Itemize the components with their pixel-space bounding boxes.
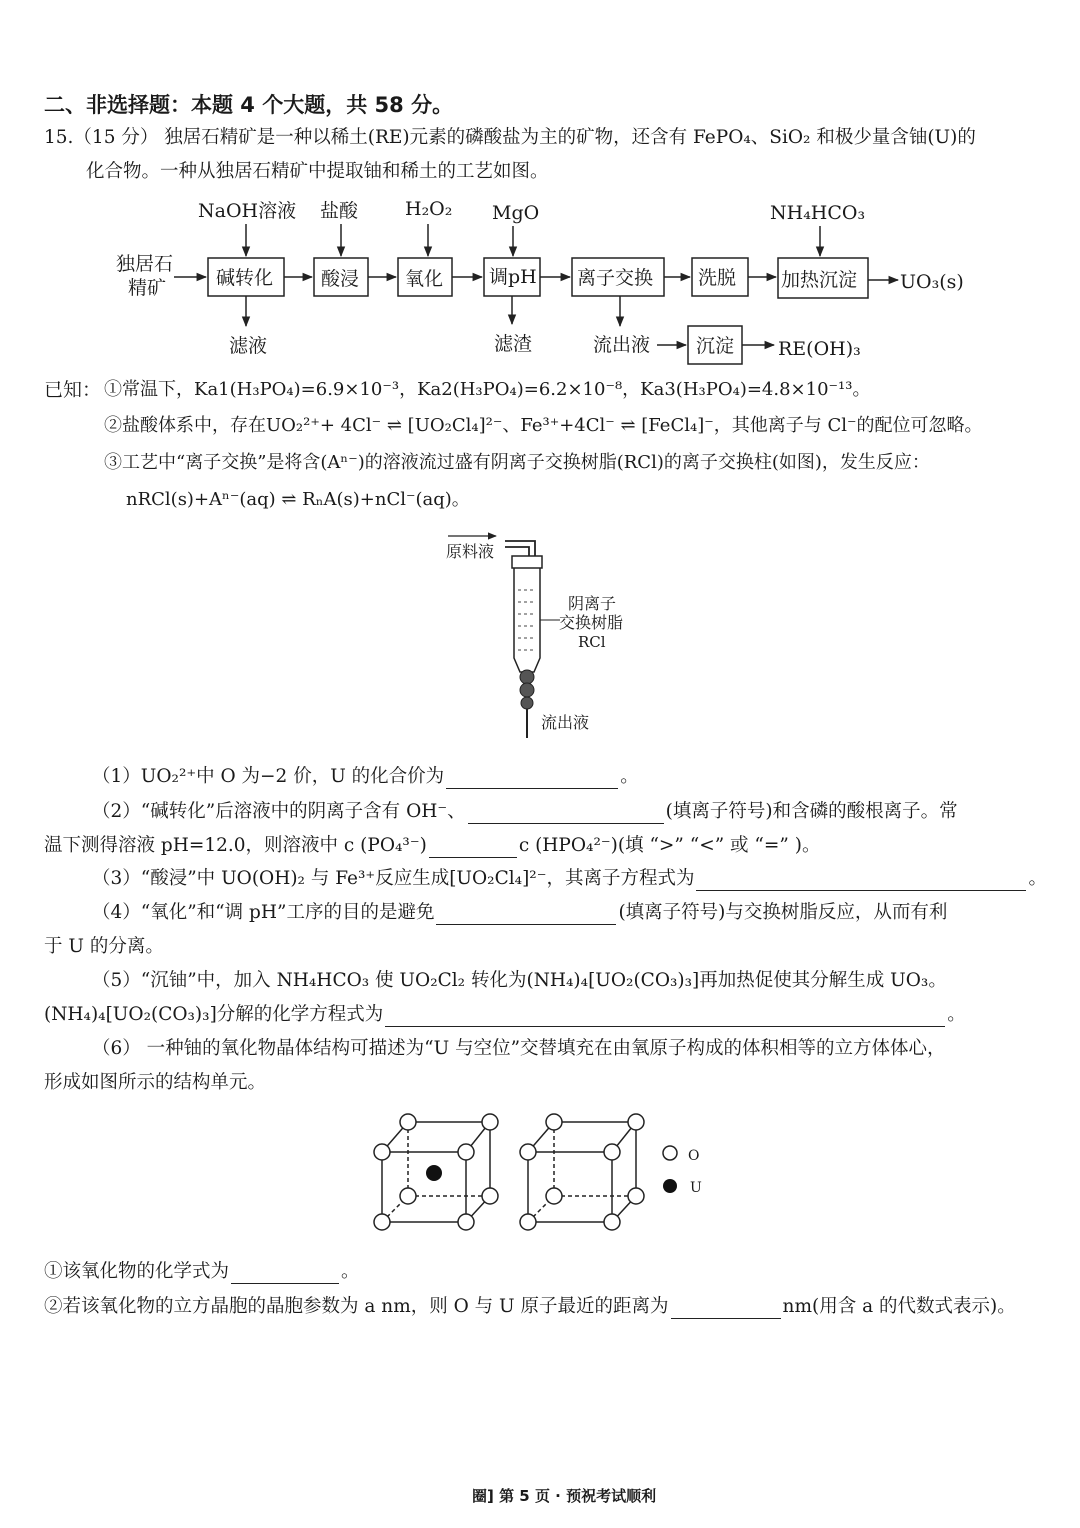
- resin-label-3: RCl: [578, 633, 606, 651]
- step-ion-exchange: 离子交换: [577, 267, 654, 289]
- output-effluent: 流出液: [593, 334, 651, 356]
- subq-5-line1: （5）“沉铀”中，加入 NH₄HCO₃ 使 UO₂Cl₂ 转化为(NH₄)₄[UO₂(CO₃)₃]再加热促使其分解生成 UO₃。: [92, 970, 947, 991]
- step-precipitate: 沉淀: [696, 335, 735, 357]
- column-effluent-label: 流出液: [541, 713, 590, 732]
- reagent-mgo: MgO: [492, 202, 540, 224]
- reagent-h2o2: H₂O₂: [405, 198, 453, 220]
- question-intro-line2: 化合物。一种从独居石精矿中提取铀和稀土的工艺如图。: [86, 161, 549, 182]
- legend-o-symbol: [663, 1146, 677, 1160]
- answer-blank-6a[interactable]: [231, 1265, 339, 1284]
- reagent-nh4hco3: NH₄HCO₃: [770, 202, 866, 224]
- product-re-oh3: RE(OH)₃: [778, 338, 861, 360]
- subq-3-text: （3）“酸浸”中 UO(OH)₂ 与 Fe³⁺反应生成[UO₂Cl₄]²⁻，其离子方程式为: [92, 868, 695, 889]
- feed-label-1: 独居石: [116, 253, 174, 275]
- known-item-2: ②盐酸体系中，存在UO₂²⁺+ 4Cl⁻ ⇌ [UO₂Cl₄]²⁻、Fe³⁺+4Cl⁻ ⇌ [FeCl₄]⁻，其他离子与 Cl⁻的配位可忽略。: [104, 415, 983, 436]
- subq-2-text-c: 温下测得溶液 pH=12.0，则溶液中 c (PO₄³⁻): [44, 835, 427, 856]
- step-oxidation: 氧化: [405, 268, 444, 290]
- known-item-3-equation: nRCl(s)+Aⁿ⁻(aq) ⇌ RₙA(s)+nCl⁻(aq)。: [126, 489, 470, 510]
- reagent-hcl: 盐酸: [320, 200, 359, 222]
- subq-5-end: 。: [947, 1004, 966, 1025]
- step-adjust-ph: 调pH: [489, 266, 537, 288]
- output-residue: 滤渣: [494, 333, 533, 355]
- subq-2-text-a: （2）“碱转化”后溶液中的阴离子含有 OH⁻、: [92, 801, 466, 822]
- step-heat-precipitate: 加热沉淀: [781, 269, 858, 291]
- product-uo3: UO₃(s): [900, 271, 964, 293]
- question-intro-line1: 15.（15 分） 独居石精矿是一种以稀土(RE)元素的磷酸盐为主的矿物，还含有 FePO₄、SiO₂ 和极少量含铀(U)的: [44, 127, 976, 148]
- section-title: 二、非选择题：本题 4 个大题，共 58 分。: [44, 93, 454, 117]
- legend-u-label: U: [690, 1180, 702, 1196]
- step-alkali-conversion: 碱转化: [216, 267, 274, 289]
- resin-label-2: 交换树脂: [559, 613, 624, 632]
- subq-5-text-b: (NH₄)₄[UO₂(CO₃)₃]分解的化学方程式为: [44, 1004, 384, 1025]
- subq-1-text: （1）UO₂²⁺中 O 为−2 价，U 的化合价为: [92, 766, 445, 787]
- answer-blank-6b[interactable]: [671, 1300, 781, 1319]
- subq-2-text-b: (填离子符号)和含磷的酸根离子。常: [665, 801, 958, 822]
- subq-4-text-a: （4）“氧化”和“调 pH”工序的目的是避免: [92, 902, 435, 923]
- step-acid-leach: 酸浸: [321, 268, 360, 290]
- subq-4-line2: 于 U 的分离。: [44, 936, 164, 957]
- known-item-3: ③工艺中“离子交换”是将含(Aⁿ⁻)的溶液流过盛有阴离子交换树脂(RCl)的离子交换柱(如图)，发生反应：: [104, 452, 930, 473]
- legend-o-label: O: [688, 1148, 700, 1164]
- subq-6-part1: [44, 1260, 360, 1284]
- subq-2-text-d: c (HPO₄²⁻)(填 “>” “<” 或 “=” )。: [518, 835, 821, 856]
- column-feed-label: 原料液: [446, 542, 495, 561]
- known-item-1: ①常温下，Ka1(H₃PO₄)=6.9×10⁻³，Ka2(H₃PO₄)=6.2×10⁻⁸，Ka3(H₃PO₄)=4.8×10⁻¹³。: [104, 379, 871, 400]
- oxygen-atoms: [374, 1114, 644, 1230]
- step-elution: 洗脱: [698, 267, 737, 289]
- uranium-atom: [426, 1165, 442, 1181]
- legend-u-symbol: [663, 1179, 677, 1193]
- subq-6-line2: 形成如图所示的结构单元。: [44, 1072, 267, 1093]
- subq-6-part2-text: ②若该氧化物的立方晶胞的晶胞参数为 a nm，则 O 与 U 原子最近的距离为: [44, 1296, 669, 1317]
- known-label: 已知：: [44, 379, 102, 401]
- feed-label-2: 精矿: [128, 277, 167, 299]
- subq-1-end: 。: [620, 766, 639, 787]
- subq-6-part1-end: 。: [341, 1261, 360, 1282]
- subq-4-text-b: (填离子符号)与交换树脂反应，从而有利: [618, 902, 948, 923]
- page-footer: 圈] 第 5 页 · 预祝考试顺利: [472, 1487, 657, 1505]
- subq-6-part1-text: ①该氧化物的化学式为: [44, 1261, 230, 1282]
- subq-6-part2: [44, 1295, 1016, 1319]
- subq-6-part2-end: nm(用含 a 的代数式表示)。: [782, 1296, 1016, 1317]
- subq-3-end: 。: [1028, 868, 1047, 889]
- reagent-naoh: NaOH溶液: [198, 200, 297, 222]
- output-filtrate: 滤液: [229, 335, 268, 357]
- subq-6-line1: （6） 一种铀的氧化物晶体结构可描述为“U 与空位”交替填充在由氧原子构成的体积相等的立方体体心，: [92, 1038, 946, 1059]
- resin-label-1: 阴离子: [568, 594, 617, 613]
